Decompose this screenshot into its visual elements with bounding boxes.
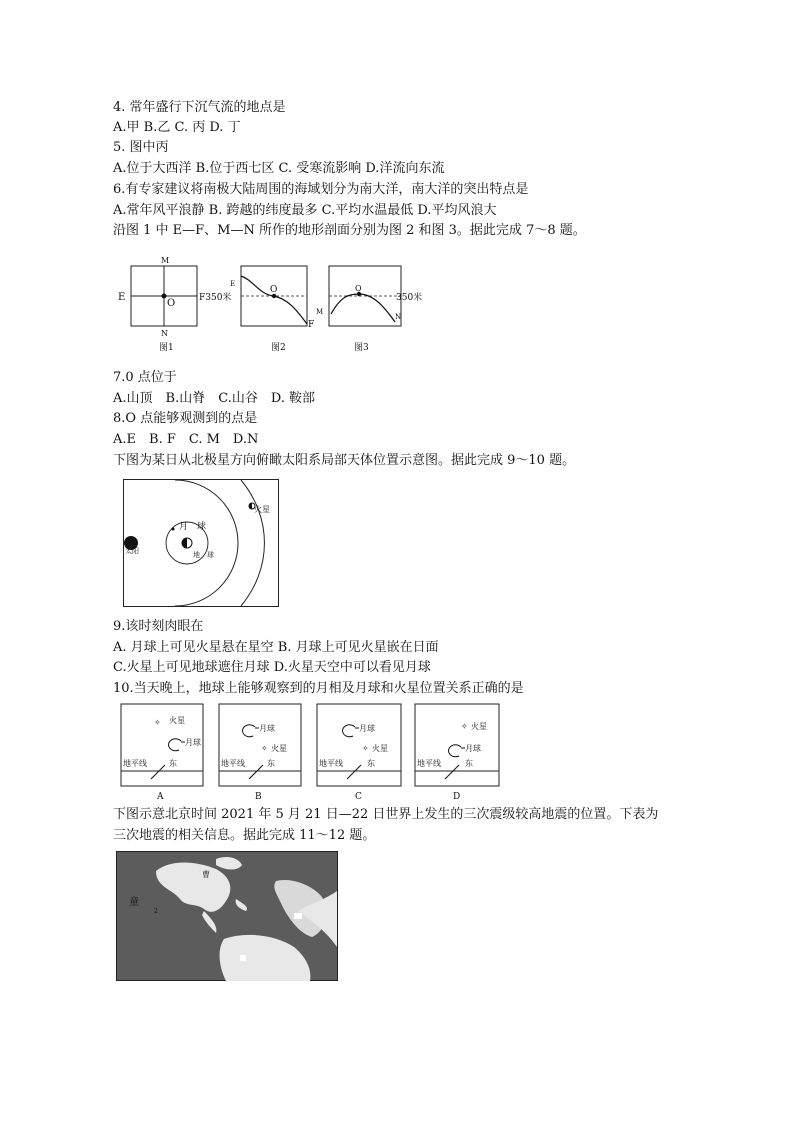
- terrain-figures-svg: [113, 252, 433, 362]
- fig3-o-label: O: [355, 284, 362, 293]
- svg-text:✧: ✧: [261, 744, 268, 753]
- panel-c-letter: C: [355, 792, 362, 802]
- fig1-n-label: N: [161, 329, 168, 338]
- panel-a-horizon: 地平线: [123, 759, 147, 768]
- panel-c-east: 东: [367, 759, 375, 768]
- panel-b-letter: B: [255, 792, 262, 802]
- intro-7-8: 沿图 1 中 E—F、M—N 所作的地形剖面分别为图 2 和图 3。据此完成 7～8 题。: [113, 223, 586, 238]
- q7-stem: 7.0 点位于: [113, 370, 177, 385]
- moon-phase-panels: [119, 703, 503, 803]
- terrain-figures: [113, 252, 433, 362]
- panel-c-horizon: 地平线: [319, 759, 343, 768]
- svg-text:✧: ✧: [154, 718, 161, 727]
- q9-options-1: A. 月球上可见火星悬在星空 B. 月球上可见火星嵌在日面: [113, 640, 439, 655]
- panel-a-mars: 火星: [169, 716, 185, 725]
- solar-system-diagram: [123, 479, 279, 607]
- panel-d-east: 东: [465, 759, 473, 768]
- panel-d-letter: D: [453, 792, 461, 802]
- panel-a-east: 东: [169, 759, 177, 768]
- panel-b-moon: 月球: [259, 724, 275, 733]
- q8-options: A.E B. F C. M D.N: [113, 432, 259, 447]
- panel-c: [317, 704, 401, 802]
- q10-stem: 10.当天晚上，地球上能够观察到的月相及月球和火星位置关系正确的是: [113, 681, 524, 696]
- map-point-2: 2: [154, 908, 158, 915]
- svg-text:✧: ✧: [362, 744, 369, 753]
- fig2-caption: 图2: [271, 343, 286, 353]
- panel-b-east: 东: [267, 759, 275, 768]
- solar-system-svg: [123, 479, 279, 607]
- fig2-o-label: O: [270, 285, 278, 295]
- fig1-o-label: O: [167, 298, 176, 309]
- fig2-m-label: M: [316, 308, 324, 316]
- moon-label: 月 球: [179, 522, 207, 532]
- panel-d-moon: 月球: [465, 744, 481, 753]
- q9-options-2: C.火星上可见地球遮住月球 D.火星天空中可以看见月球: [113, 660, 431, 675]
- intro-11-12-line2: 三次地震的相关信息。据此完成 11～12 题。: [113, 828, 376, 843]
- map-label-left: 童: [129, 897, 139, 908]
- panel-c-moon: 月球: [359, 724, 375, 733]
- svg-text:✧: ✧: [461, 722, 468, 731]
- fig1-caption: 图1: [159, 343, 174, 353]
- panel-b-mars: 火星: [271, 744, 287, 753]
- fig3-elev-label: 350米: [396, 293, 423, 303]
- earthquake-map-svg: [116, 851, 338, 981]
- panel-d-mars: 火星: [471, 722, 487, 731]
- q6-stem: 6.有专家建议将南极大陆周围的海域划分为南大洋，南大洋的突出特点是: [113, 182, 529, 197]
- mars-label: 火星: [254, 505, 270, 514]
- panel-a: [121, 704, 203, 802]
- q5-options: A.位于大西洋 B.位于西七区 C. 受寒流影响 D.洋流向东流: [113, 161, 445, 176]
- panel-c-mars: 火星: [372, 744, 388, 753]
- panel-b-horizon: 地平线: [221, 759, 245, 768]
- q7-options: A.山顶 B.山脊 C.山谷 D. 鞍部: [113, 391, 316, 406]
- fig2-e-label: E: [230, 280, 236, 288]
- panel-b: [219, 704, 301, 802]
- q8-stem: 8.O 点能够观测到的点是: [113, 411, 258, 426]
- q4-stem: 4. 常年盛行下沉气流的地点是: [113, 100, 286, 115]
- moon-phase-svg: [119, 703, 503, 803]
- q9-stem: 9.该时刻肉眼在: [113, 619, 204, 634]
- panel-a-moon: 月球: [185, 738, 201, 747]
- fig3-caption: 图3: [354, 343, 369, 353]
- earthquake-map: [116, 851, 338, 981]
- map-label-top: 曹: [202, 870, 210, 879]
- sun-label: 太阳: [125, 547, 139, 555]
- fig2-elev-label: F350米: [199, 293, 232, 303]
- fig3-n-label: N: [395, 313, 402, 321]
- panel-d-horizon: 地平线: [417, 759, 441, 768]
- panel-d: [415, 704, 499, 802]
- panel-a-letter: A: [157, 792, 164, 802]
- q5-stem: 5. 图中丙: [113, 140, 169, 155]
- intro-11-12-line1: 下图示意北京时间 2021 年 5 月 21 日—22 日世界上发生的三次震级较高地震的位置。下表为: [113, 807, 659, 822]
- q4-options: A.甲 B.乙 C. 丙 D. 丁: [113, 120, 241, 135]
- fig1-m-label: M: [161, 256, 170, 265]
- earth-label: 地 球: [193, 551, 214, 559]
- fig2-f-label: F: [308, 320, 315, 330]
- intro-9-10: 下图为某日从北极星方向俯瞰太阳系局部天体位置示意图。据此完成 9～10 题。: [113, 453, 576, 468]
- q6-options: A.常年风平浪静 B. 跨越的纬度最多 C.平均水温最低 D.平均风浪大: [113, 203, 497, 218]
- fig1-e-label: E: [118, 292, 126, 303]
